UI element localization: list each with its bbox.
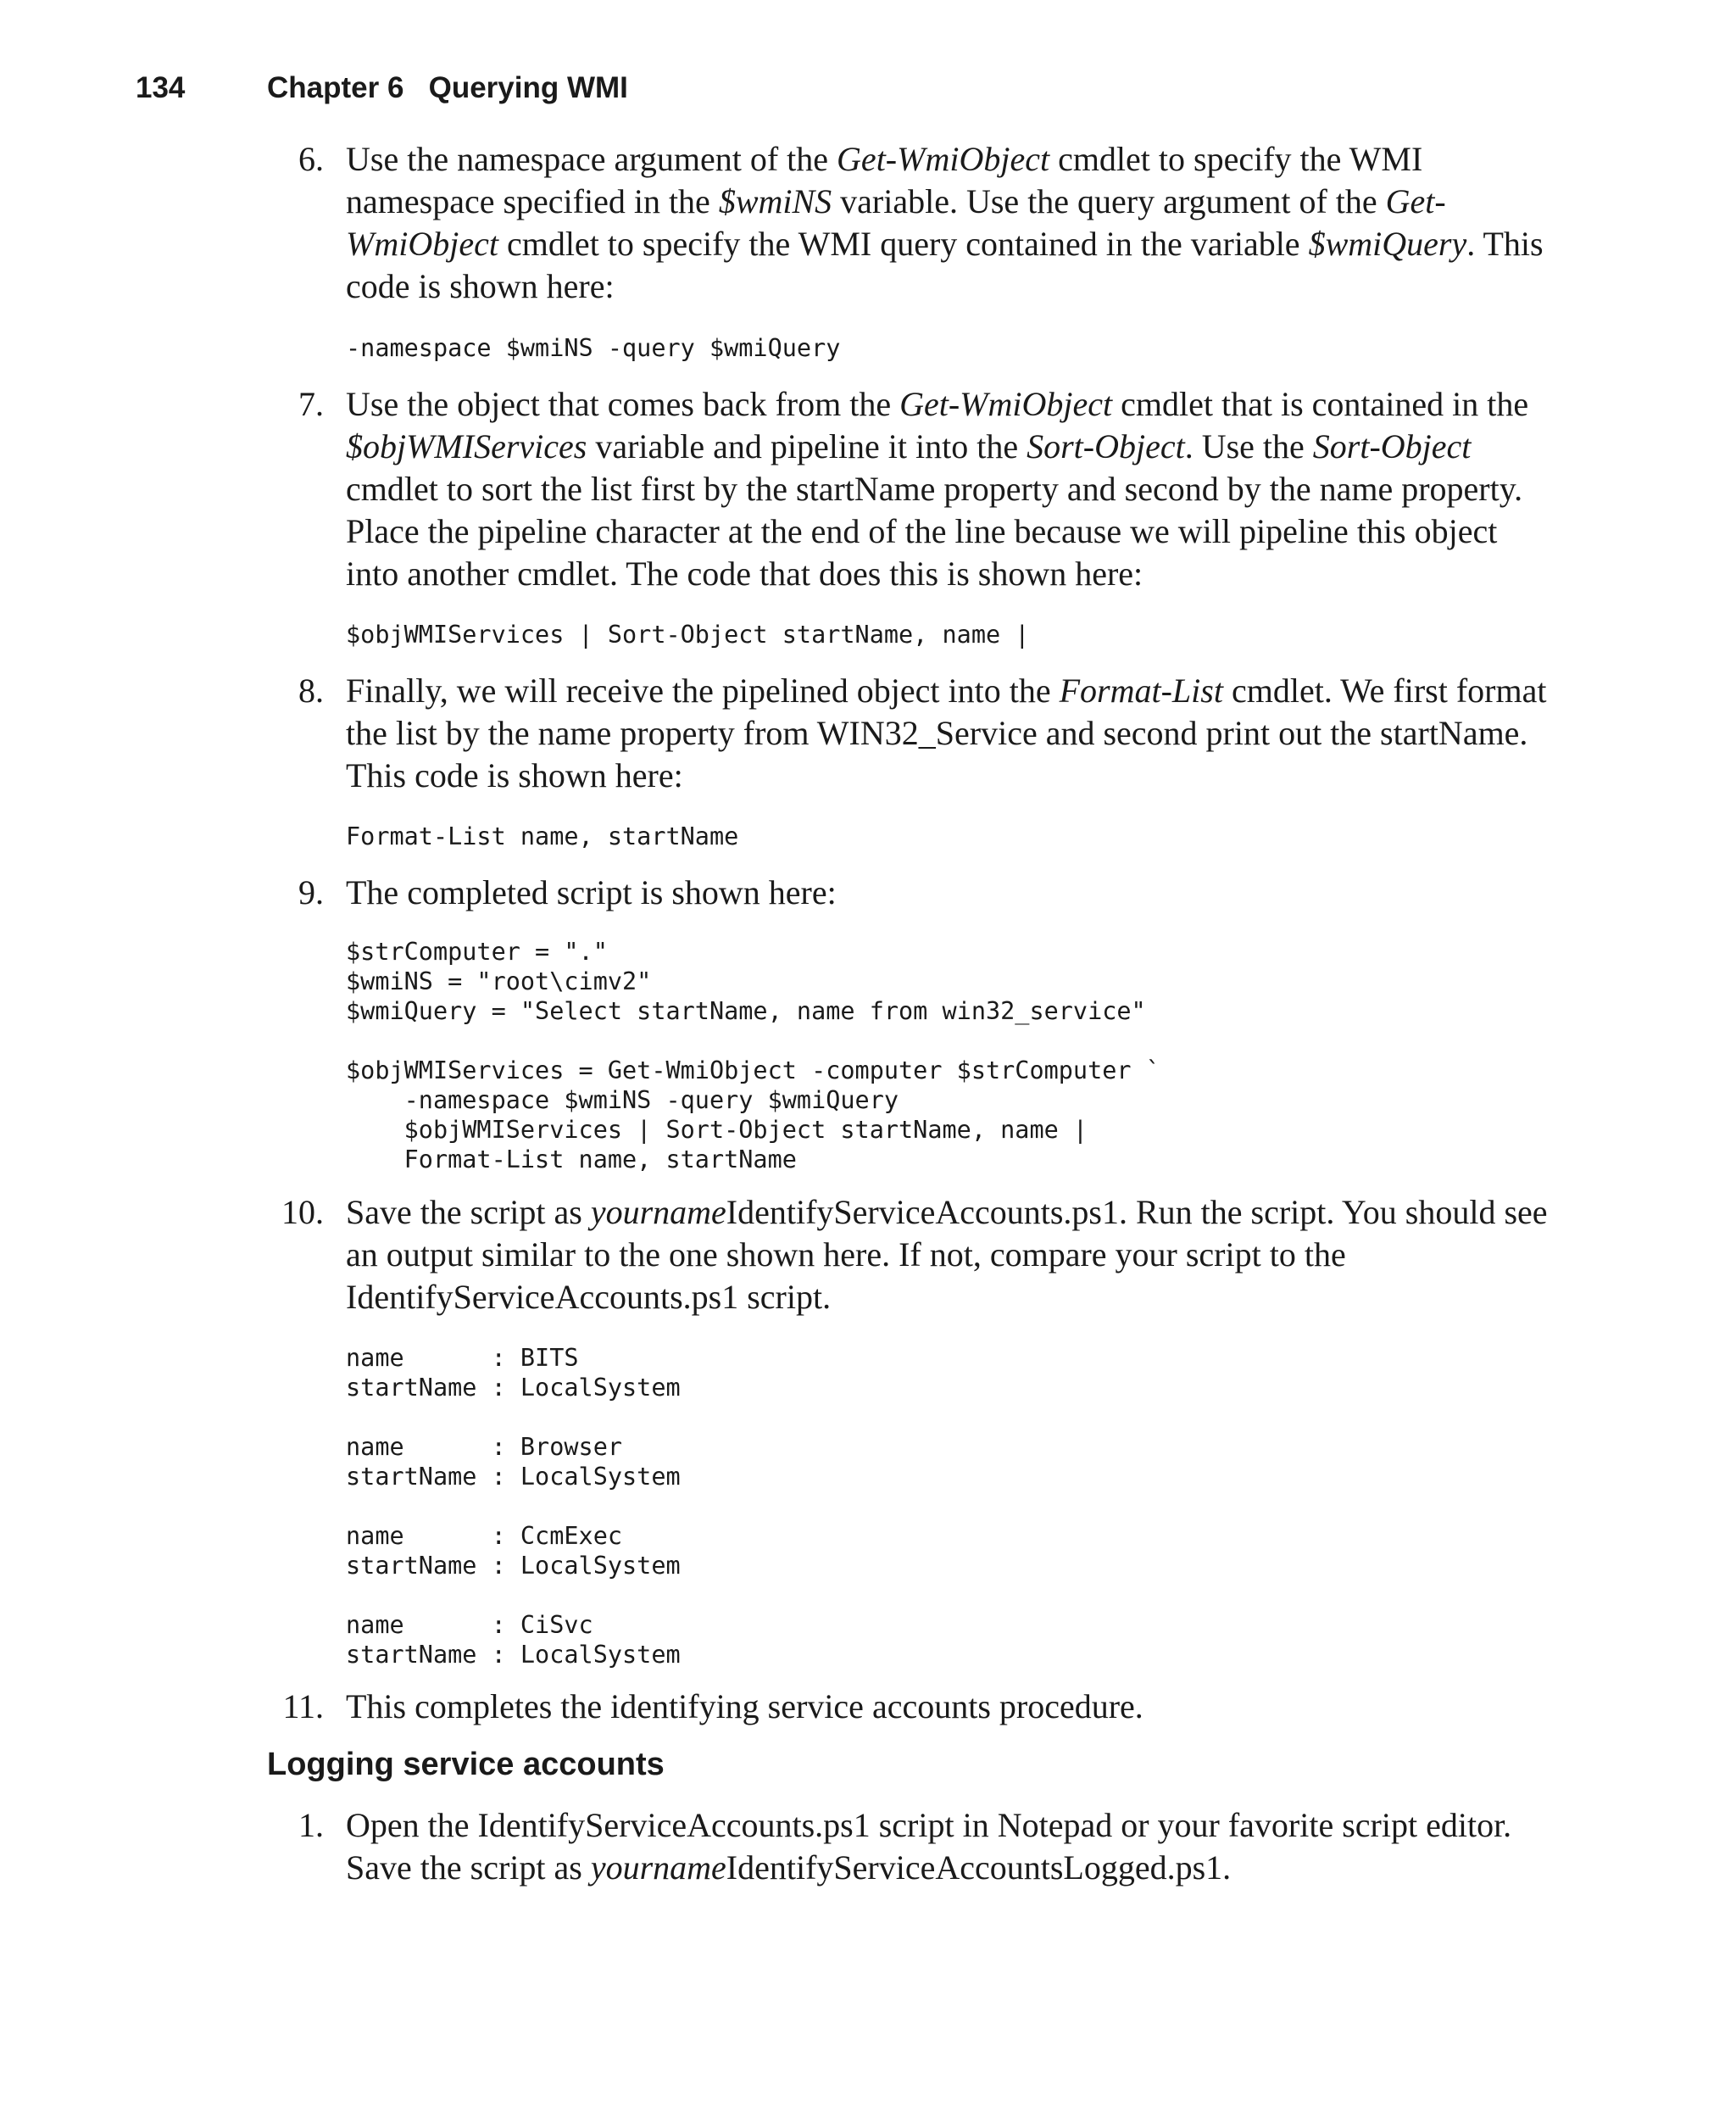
code-block-format: Format-List name, startName [346,822,739,850]
code-block-sort: $objWMIServices | Sort-Object startName, name | [346,621,1030,649]
step-number: 7. [298,385,324,423]
step-text: The completed script is shown here: [346,873,837,911]
page-number: 134 [136,71,186,104]
step-number: 1. [298,1806,324,1844]
step-8 [298,670,1550,797]
section-heading: Logging service accounts [267,1747,665,1782]
step-text: This completes the identifying service accounts procedure. [346,1687,1143,1725]
step-number: 8. [298,672,324,710]
step-11 [282,1686,1550,1728]
step-10 [281,1191,1550,1318]
step-text: Save the script as yournameIdentifyServiceAccounts.ps1. Run the script. You should see an output similar to the one shown here. If not, compare your script to the IdentifyServiceAccounts.ps1 script. [346,1193,1548,1316]
step-number: 6. [298,140,324,178]
step-number: 10. [281,1193,324,1231]
code-block-namespace: -namespace $wmiNS -query $wmiQuery [346,334,841,362]
step-number: 11. [282,1687,324,1725]
step-7 [298,383,1550,595]
step-text: Use the namespace argument of the Get-WmiObject cmdlet to specify the WMI namespace specified in the $wmiNS variable. Use the query argument of the Get-WmiObject cmdlet to specify the WMI query contained in the variable $wmiQuery. This code is shown here: [346,140,1544,305]
step-6 [298,138,1550,308]
step-text: Finally, we will receive the pipelined object into the Format-List cmdlet. We first format the list by the name property from WIN32_Service and second print out the startName. This code is shown here: [346,672,1547,794]
step-text: Open the IdentifyServiceAccounts.ps1 script in Notepad or your favorite script editor. Save the script as yournameIdentifyServiceAccountsLogged.ps1. [346,1806,1512,1887]
step-number: 9. [298,873,324,911]
section-step-1 [298,1804,1550,1889]
code-block-script: $strComputer = "." $wmiNS = "root\cimv2" $wmiQuery = "Select startName, name from win32_service" $objWMIServices = Get-WmiObject -computer $strComputer ` -namespace $wmiNS -query $wmiQuery $objWMIServices | Sort-Object startName, name | Format-List name, startName [346,938,1160,1173]
step-text: Use the object that comes back from the Get-WmiObject cmdlet that is contained in the $objWMIServices variable and pipeline it into the Sort-Object. Use the Sort-Object cmdlet to sort the list first by the startName property and second by the name property. Place the pipeline character at the end of the line because we will pipeline this object into another cmdlet. The code that does this is shown here: [346,385,1529,593]
code-block-output: name : BITS startName : LocalSystem name : Browser startName : LocalSystem name : CcmExec startName : LocalSystem name : CiSvc startName : LocalSystem [346,1344,681,1669]
step-9 [298,872,1550,914]
chapter-title: Chapter 6 Querying WMI [267,71,628,104]
